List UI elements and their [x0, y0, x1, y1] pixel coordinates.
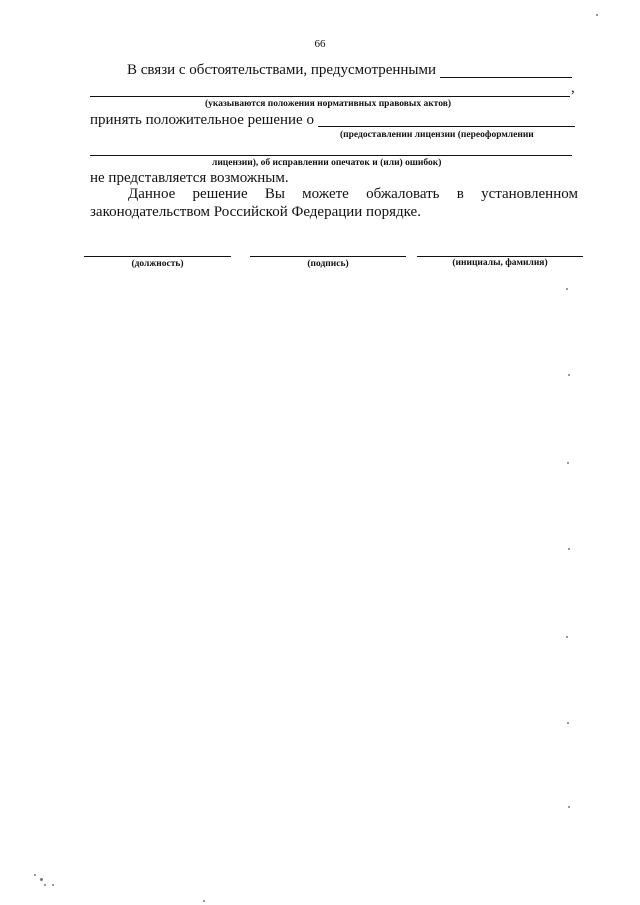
not-possible-text: не представляется возможным.	[90, 170, 289, 186]
license-continuation-line	[90, 155, 572, 156]
regulation-blank-line	[440, 77, 572, 78]
scan-speck	[568, 806, 570, 808]
scan-speck	[52, 884, 54, 886]
corrections-caption: лицензии), об исправлении опечаток и (или) ошибок)	[212, 158, 442, 168]
positive-decision-text: принять положительное решение о	[90, 112, 314, 128]
scan-speck	[44, 884, 46, 886]
scan-speck	[566, 636, 568, 638]
circumstances-text: В связи с обстоятельствами, предусмотренными	[127, 62, 437, 78]
decision-blank-line	[318, 126, 575, 127]
scan-speck	[568, 374, 570, 376]
page-number: 66	[314, 38, 326, 50]
scan-speck	[568, 548, 570, 550]
scan-speck	[203, 900, 205, 902]
scan-speck	[567, 722, 569, 724]
appeal-word: Данное	[128, 186, 176, 202]
position-line	[84, 256, 231, 257]
license-caption: (предоставлении лицензии (переоформлении	[340, 130, 534, 140]
trailing-comma: ,	[571, 80, 575, 96]
regulation-caption: (указываются положения нормативных правовых актов)	[205, 99, 452, 109]
appeal-word: в	[456, 186, 464, 202]
scan-speck	[566, 288, 568, 290]
appeal-line-1	[90, 186, 578, 203]
scan-speck	[567, 462, 569, 464]
name-line	[417, 256, 583, 257]
appeal-word: Вы	[264, 186, 285, 202]
scan-speck	[40, 878, 43, 881]
scan-speck	[596, 14, 598, 16]
appeal-word: обжаловать	[366, 186, 440, 202]
scan-speck	[34, 874, 36, 876]
signature-caption: (подпись)	[307, 259, 349, 269]
appeal-word: установленном	[481, 186, 578, 202]
regulation-continuation-line	[90, 96, 570, 97]
appeal-word: решение	[192, 186, 248, 202]
name-caption: (инициалы, фамилия)	[452, 258, 548, 268]
appeal-word: можете	[302, 186, 349, 202]
appeal-line-2: законодательством Российской Федерации порядке.	[90, 204, 421, 220]
signature-line	[250, 256, 406, 257]
position-caption: (должность)	[131, 259, 184, 269]
